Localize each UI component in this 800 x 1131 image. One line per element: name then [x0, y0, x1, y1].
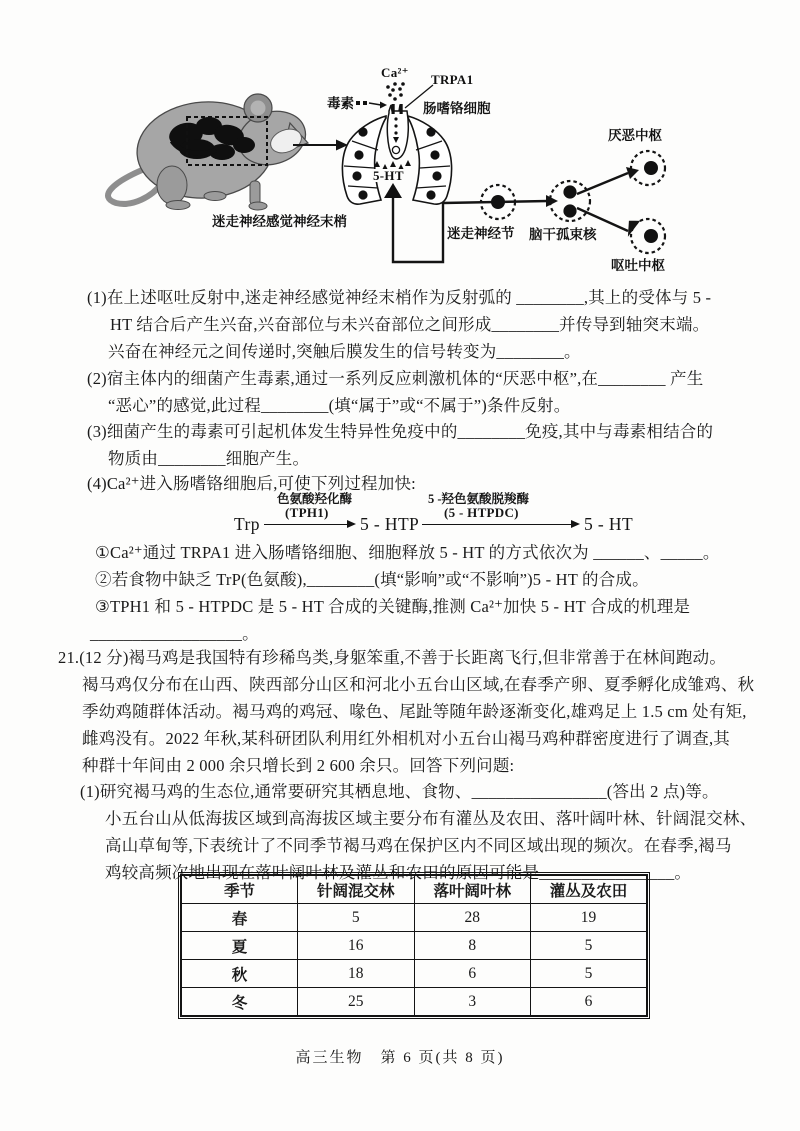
table-cell: 6: [414, 960, 531, 988]
five-ht-label: 5-HT: [373, 168, 404, 183]
header-mixed-forest: 针阔混交林: [298, 875, 415, 904]
q20-p2-line1: (2)宿主体内的细菌产生毒素,通过一系列反应刺激机体的“厌恶中枢”,在________ 产生: [87, 369, 704, 388]
vesicle: [392, 146, 399, 153]
pathway-arrow-2: [422, 524, 578, 525]
table-cell: 8: [414, 932, 531, 960]
table-cell: 5: [531, 960, 648, 988]
mouse-mid-foot: [204, 192, 226, 201]
table-row-spring: [181, 904, 647, 932]
q20-sub3-line2: __________________。: [90, 624, 259, 643]
mouse-illustration: [108, 94, 312, 210]
mouse-front-foot: [249, 202, 267, 210]
header-broadleaf-forest: 落叶阔叶林: [414, 875, 531, 904]
header-shrub-farmland: 灌丛及农田: [531, 875, 648, 904]
pathway-arrow-1: [264, 524, 354, 525]
q20-p1-line2: HT 结合后产生兴奋,兴奋部位与未兴奋部位之间形成________并传导到轴突末端。: [110, 315, 710, 334]
q20-p3-line2: 物质由________细胞产生。: [108, 449, 310, 468]
ca-label: Ca²⁺: [381, 65, 409, 80]
table-cell: 秋: [181, 960, 298, 988]
table-header-row: [181, 875, 647, 904]
q21-stem-line5: 种群十年间由 2 000 余只增长到 2 600 余只。回答下列问题:: [82, 756, 515, 775]
vomit-reflex-diagram: [0, 55, 800, 290]
q20-p1-line1: (1)在上述呕吐反射中,迷走神经感觉神经末梢作为反射弧的 ________,其上的受体与 5 -: [87, 288, 712, 307]
q20-p2-line2: “恶心”的感觉,此过程________(填“属于”或“不属于”)条件反射。: [108, 396, 571, 415]
nerve-ending: [384, 183, 402, 198]
mouse-front-leg: [250, 181, 260, 205]
season-frequency-table: [180, 874, 648, 1017]
table-cell: 5: [531, 932, 648, 960]
q21-stem-line3: 季幼鸡随群体活动。褐马鸡的鸡冠、喙色、尾趾等随年龄逐渐变化,雄鸡足上 1.5 cm 处有矩,: [82, 702, 747, 721]
table-row-winter: [181, 988, 647, 1017]
q21-stem-line2: 褐马鸡仅分布在山西、陕西部分山区和河北小五台山区域,在春季产卵、夏季孵化成雏鸡、秋: [82, 675, 755, 694]
table-cell: 6: [531, 988, 648, 1017]
vagal-ending-label: 迷走神经感觉神经末梢: [212, 214, 347, 229]
pathway-enzyme2-abbr: (5 - HTPDC): [444, 505, 519, 520]
q20-sub2: ②若食物中缺乏 TrP(色氨酸),________(填“影响”或“不影响”)5 - HT 的合成。: [95, 570, 649, 589]
table-cell: 16: [298, 932, 415, 960]
table-cell: 冬: [181, 988, 298, 1017]
q21-stem-line4: 雌鸡没有。2022 年秋,某科研团队利用红外相机对小五台山褐马鸡种群密度进行了调查,其: [82, 729, 730, 748]
table-cell: 3: [414, 988, 531, 1017]
table-cell: 25: [298, 988, 415, 1017]
pathway-enzyme1-abbr: (TPH1): [285, 505, 329, 520]
mouse-hind-foot: [166, 201, 190, 210]
aversion-center-label: 厌恶中枢: [608, 128, 662, 143]
pathway-product: 5 - HT: [584, 514, 634, 534]
toxin-label: 毒素: [327, 96, 354, 111]
pathway-substrate: Trp: [234, 514, 260, 534]
pathway-enzyme2: 5 -羟色氨酸脱羧酶: [428, 492, 530, 506]
mouse-hind-leg: [157, 166, 187, 204]
pathway-enzyme1: 色氨酸羟化酶: [277, 492, 353, 506]
ec-cell-label: 肠嗜铬细胞: [423, 101, 491, 116]
q21-stem-line1: 21.(12 分)褐马鸡是我国特有珍稀鸟类,身躯笨重,不善于长距离飞行,但非常善于在林间跑动。: [58, 648, 727, 667]
q21-p1-line2: 小五台山从低海拔区域到高海拔区域主要分布有灌丛及农田、落叶阔叶林、针阔混交林、: [105, 809, 757, 828]
table-cell: 28: [414, 904, 531, 932]
calcium-ions: [386, 82, 405, 101]
q20-sub1: ①Ca²⁺通过 TRPA1 进入肠嗜铬细胞、细胞释放 5 - HT 的方式依次为 ______、_____。: [95, 543, 720, 562]
q21-p1-line3: 高山草甸等,下表统计了不同季节褐马鸡在保护区内不同区域出现的频次。在春季,褐马: [105, 836, 732, 855]
header-season: 季节: [181, 875, 298, 904]
trpa1-label: TRPA1: [431, 72, 474, 87]
solitary-nucleus-label: 脑干孤束核: [529, 227, 597, 242]
table-row-summer: [181, 932, 647, 960]
vagal-ganglion-label: 迷走神经节: [447, 226, 515, 241]
page-footer: 高三生物 第 6 页(共 8 页): [295, 1050, 505, 1066]
table-cell: 19: [531, 904, 648, 932]
q21-p1-line4: 鸡较高频次地出现在落叶阔叶林及灌丛和农田的原因可能是________________。: [105, 863, 692, 882]
q20-p3-line1: (3)细菌产生的毒素可引起机体发生特异性免疫中的________免疫,其中与毒素相结合的: [87, 422, 714, 441]
q20-p4-line1: (4)Ca²⁺进入肠嗜铬细胞后,可使下列过程加快:: [87, 474, 416, 493]
trpa1-channel: [392, 104, 395, 114]
table-cell: 18: [298, 960, 415, 988]
table-row-autumn: [181, 960, 647, 988]
q20-sub3-line1: ③TPH1 和 5 - HTPDC 是 5 - HT 合成的关键酶,推测 Ca²⁺加快 5 - HT 合成的机理是: [95, 597, 691, 616]
q20-p1-line3: 兴奋在神经元之间传递时,突触后膜发生的信号转变为________。: [108, 342, 581, 361]
table-cell: 春: [181, 904, 298, 932]
table-cell: 5: [298, 904, 415, 932]
vomiting-center-label: 呕吐中枢: [611, 258, 665, 273]
mouse-inner-ear: [251, 101, 266, 116]
pathway-intermediate: 5 - HTP: [360, 514, 420, 534]
q21-p1-line1: (1)研究褐马鸡的生态位,通常要研究其栖息地、食物、________________(答出 2 点)等。: [80, 782, 719, 801]
table-cell: 夏: [181, 932, 298, 960]
toxin-arrow: [356, 101, 387, 109]
